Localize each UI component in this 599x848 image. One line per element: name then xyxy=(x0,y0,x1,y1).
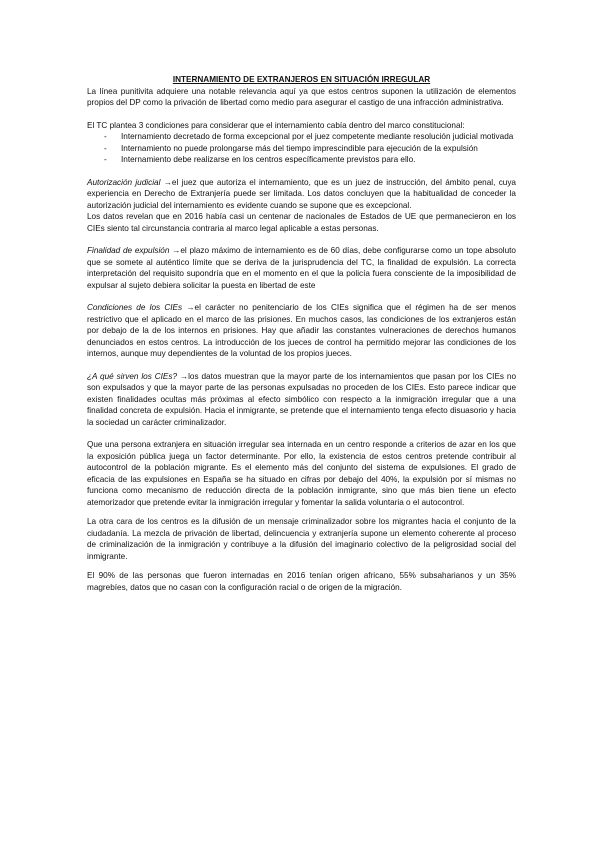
arrow-icon: → xyxy=(186,303,195,312)
autorizacion-text: el juez que autoriza el internamiento, que es un juez de instrucción, del ámbito penal, cuya experiencia en Derecho de Extranjería puede ser limitada. Los datos concluyen que la habitualidad de conceder la autorización judicial del internamiento es evidente cuando se supone que es excepcional. xyxy=(87,177,516,210)
list-item: - Internamiento no puede prolongarse más del tiempo imprescindible para ejecución de la expulsión xyxy=(121,143,516,155)
list-item: - Internamiento debe realizarse en los centros específicamente previstos para ello. xyxy=(121,154,516,166)
intro-paragraph: La línea punitivita adquiere una notable relevancia aquí ya que estos centros suponen la utilización de elementos propios del DP como la privación de libertad como medio para asegurar el castigo de una infracción administrativa. xyxy=(87,86,516,107)
condiciones-heading: Condiciones de los CIEs xyxy=(87,303,183,312)
arrow-icon: → xyxy=(179,371,189,381)
finalidad-paragraph xyxy=(87,245,516,291)
finalidad-heading: Finalidad de expulsión xyxy=(87,246,170,255)
stats-paragraph: El 90% de las personas que fueron internadas en 2016 tenían origen africano, 55% subsaharianos y un 35% magrebíes, datos que no casan con la configuración racial o de origen de la migración. xyxy=(87,571,516,592)
arrow-icon: → xyxy=(163,177,172,187)
page-title: INTERNAMIENTO DE EXTRANJEROS EN SITUACIÓN IRREGULAR xyxy=(172,75,431,84)
finalidad-text: el plazo máximo de internamiento es de 60 días, debe configurarse como un tope absoluto que se somete al auténtico límite que se deriva de la jurisprudencia del TC, la finalidad de expulsión. La correcta interpretación del requisito supondría que en el momento en el que la policía fuera consciente de la imposibilidad de expulsar al sujeto debiera solicitar la puesta en libertad de este xyxy=(87,246,516,290)
autorizacion-paragraph-2: Los datos revelan que en 2016 había casi un centenar de nacionales de Estados de UE que permanecieron en los CIEs siento tal circunstancia contraria al marco legal aplicable a estas personas. xyxy=(87,212,516,233)
condiciones-paragraph xyxy=(87,302,516,360)
autorizacion-heading: Autorización judicial xyxy=(87,177,161,187)
tc-intro-paragraph: El TC plantea 3 condiciones para considerar que el internamiento cabía dentro del marco constitucional: xyxy=(87,120,465,130)
autorizacion-paragraph xyxy=(87,177,516,212)
arrow-icon: → xyxy=(172,246,181,255)
sirven-heading: ¿A qué sirven los CIEs? xyxy=(87,371,178,381)
list-item: - Internamiento decretado de forma excepcional por el juez competente mediante resolución judicial motivada xyxy=(121,131,516,143)
azar-paragraph: Que una persona extranjera en situación irregular sea internada en un centro responde a criterios de azar en los que la exposición pública juega un factor determinante. Por ello, la existencia de estos centros pretende contribuir al autocontrol de la población migrante. Es el elemento más del conjunto del sistema de expulsiones. El grado de eficacia de las expulsiones en España se ha situado en cifras por debajo del 40%, la expulsión por sí mismas no funciona como mecanismo de reducción directa de la población inmigrante, sino que más bien tiene un efecto atemorizador que pretende evitar la inmigración irregular y fomentar la salida voluntaria o el autocontrol. xyxy=(87,440,516,507)
sirven-text: los datos muestran que la mayor parte de los internamientos que pasan por los CIEs no son expulsados y que la mayor parte de las personas expulsadas no proceden de los CIEs. Esto parece indicar que existen finalidades ocultas más próximas al efecto simbólico con respecto a la inmigración irregular que a una finalidad concreta de expulsión. Hacia el inmigrante, se pretende que el internamiento tenga efecto disuasorio y hacia la sociedad un carácter criminalizador. xyxy=(87,371,516,427)
conditions-list xyxy=(87,131,516,166)
sirven-paragraph xyxy=(87,371,516,429)
otra-cara-paragraph: La otra cara de los centros es la difusión de un mensaje criminalizador sobre los migrantes hacia el conjunto de la ciudadanía. La mezcla de privación de libertad, delincuencia y extranjería supone un elemento coherente al proceso de criminalización de la inmigración y contribuye a la difusión del imaginario colectivo de la peligrosidad social del inmigrante. xyxy=(87,517,516,561)
condiciones-text: el carácter no penitenciario de los CIEs significa que el régimen ha de ser menos restrictivo que el aplicado en el marco de las prisiones. En muchos casos, las condiciones de los extranjeros están por debajo de la de los internos en prisiones. Hay que añadir las constantes vulneraciones de derechos humanos denunciados en estos centros. La introducción de los jueces de control ha permitido mejorar las condiciones de los internos, aunque muy dependientes de la voluntad de los propios jueces. xyxy=(87,303,517,358)
